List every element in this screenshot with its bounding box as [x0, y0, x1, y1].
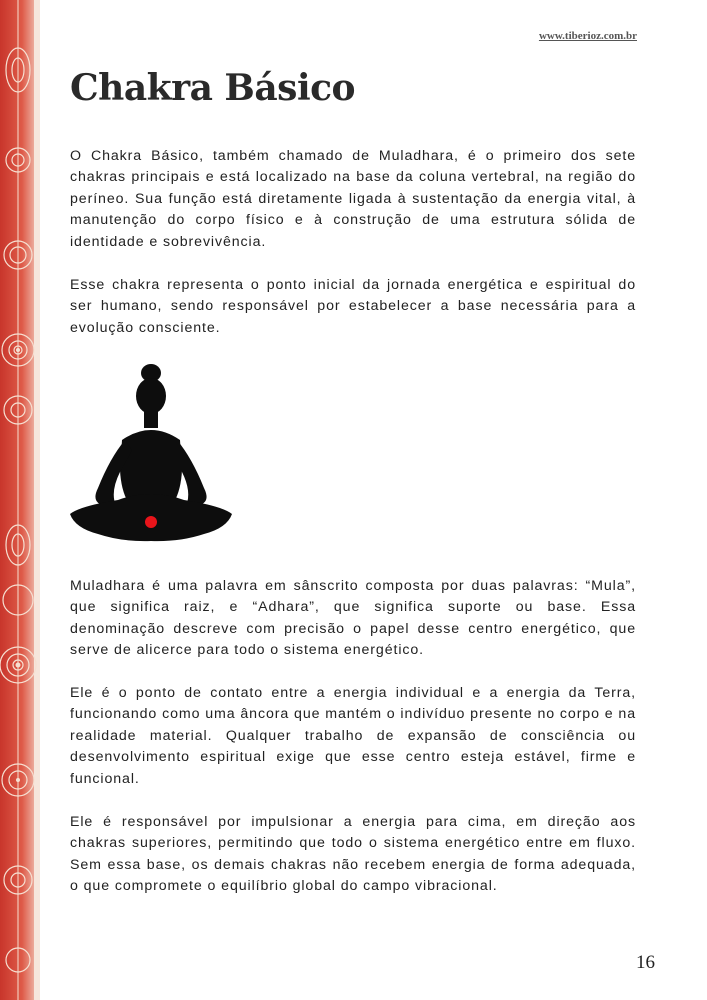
website-url[interactable]: www.tiberioz.com.br: [538, 30, 637, 42]
paragraph-intro: O Chakra Básico, também chamado de Muladhara, é o primeiro dos sete chakras principais e está localizado na base da coluna vertebral, na região do períneo. Sua função está diretamente ligada à sustentação da energia vital, à manutenção do corpo físico e à construção de uma estrutura sólida de identidade e sobrevivência.: [70, 148, 636, 250]
paragraph-etymology: Muladhara é uma palavra em sânscrito composta por duas palavras: “Mula”, que significa raiz, e “Adhara”, que significa suporte ou base. Essa denominação descreve com precisão o papel desse centro energético, que serve de alicerce para todo o sistema energético.: [70, 578, 636, 659]
paragraph-journey: Esse chakra representa o ponto inicial da jornada energética e espiritual do ser humano, sendo responsável por estabelecer a base necessária para a evolução consciente.: [70, 277, 636, 336]
meditating-silhouette-icon: [70, 362, 232, 552]
page-number: 16: [636, 952, 655, 973]
paragraph-grounding: Ele é o ponto de contato entre a energia individual e a energia da Terra, funcionando como uma âncora que mantém o indivíduo presente no corpo e na realidade material. Qualquer trabalho de expansão de consciência ou desenvolvimento espiritual exige que esse centro esteja estável, firme e funcional.: [70, 685, 636, 787]
paragraph-energy-flow: Ele é responsável por impulsionar a energia para cima, em direção aos chakras superiores, permitindo que todo o sistema energético entre em fluxo. Sem essa base, os demais chakras não recebem energia de forma adequada, o que compromete o equilíbrio global do campo vibracional.: [70, 814, 636, 895]
decorative-mandala-band: [0, 0, 40, 1000]
page-title: Chakra Básico: [70, 67, 356, 109]
